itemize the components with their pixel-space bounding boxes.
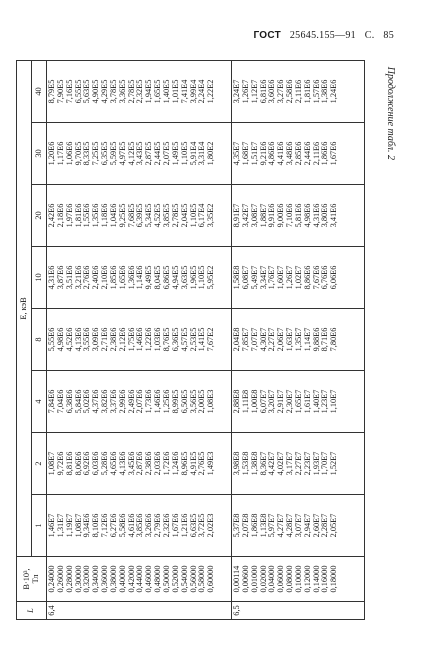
standard-number: 25645.155—91 [289, 30, 356, 41]
header-energy-value: 30 [32, 123, 47, 185]
flux-values: 1,46E7 1,31E7 1,19E7 1,08E7 9,34E6 8,10E6 7,12E6 6,27E6 5,58E6 4,61E6 3,85E6 3,26E6 2,79E6 2,32E6 1,67E6 1,21E6 6,63E5 3,72E5 2,02E3 [47, 495, 232, 557]
table-row-l-6-4 [47, 61, 232, 620]
l-value: 6,4 [47, 602, 232, 620]
header-energy-value: 8 [32, 309, 47, 371]
flux-values: 5,37E8 2,07E8 1,86E8 1,13E8 5,97E7 4,27E7 4,28E7 3,07E7 2,94E7 2,60E7 2,28E7 2,05E7 [232, 495, 365, 557]
flux-values: 2,88E8 1,11E8 1,00E8 6,07E7 3,20E7 2,91E7 2,30E7 1,65E7 1,61E7 1,40E7 1,23E7 1,10E7 [232, 371, 365, 433]
flux-values: 5,55E6 4,98E6 4,52E6 4,13E6 3,55E6 3,09E6 2,71E6 2,38E6 2,12E6 1,75E6 1,46E6 1,22E6 1,03E6 8,76E5 6,36E5 4,57E5 2,53E5 1,41E5 7,67E2 [47, 309, 232, 371]
header-energy-value: 1 [32, 495, 47, 557]
rotated-table-wrapper [16, 60, 379, 620]
table-row-l-6-5 [232, 61, 365, 620]
b-values: 0,00114 0,00600 0,01000 0,02000 0,04000 0,06000 0,08000 0,10000 0,12000 0,14000 0,16000 0,18000 [232, 557, 365, 602]
page-prefix: С. [364, 30, 375, 41]
data-table [16, 60, 365, 620]
flux-values: 1,08E7 9,72E6 8,81E6 8,06E6 6,92E6 6,03E6 5,28E6 4,65E6 4,13E6 3,45E6 2,87E6 2,38E6 2,03E6 1,72E6 1,24E6 8,96E5 4,91E5 2,76E5 1,49E3 [47, 433, 232, 495]
header-energy-value: 10 [32, 247, 47, 309]
header-b: B·10³, Тл [17, 557, 47, 602]
flux-values: 1,58E8 6,08E7 5,49E7 3,34E7 1,76E7 1,60E7 1,26E7 1,02E7 8,86E6 7,67E6 6,76E6 6,06E6 [232, 247, 365, 309]
page-header [247, 30, 394, 41]
table-continuation-caption: Продолжение табл. 2 [385, 66, 396, 160]
header-energy: E, кэВ [17, 61, 32, 557]
flux-values: 8,79E5 7,90E5 7,16E5 6,55E5 5,63E5 4,90E5 4,29E5 3,78E5 3,36E5 2,78E5 2,32E5 1,94E5 1,65E5 1,40E5 1,01E5 7,41E4 3,99E4 2,24E4 1,22E2 [47, 61, 232, 123]
header-energy-value: 4 [32, 371, 47, 433]
flux-values: 2,42E6 2,18E6 1,97E6 1,81E6 1,55E6 1,35E6 1,18E6 1,04E6 9,25E5 7,68E5 6,39E5 5,34E5 4,52E5 3,85E5 2,78E5 2,04E5 1,10E5 6,17E4 3,35E2 [47, 185, 232, 247]
flux-values: 2,04E8 7,85E7 7,07E7 4,30E7 2,27E7 2,06E7 1,63E7 1,35E7 1,14E7 9,88E6 8,71E6 7,80E6 [232, 309, 365, 371]
standard-label: ГОСТ [253, 30, 282, 41]
page-number: 85 [383, 30, 394, 41]
header-energy-value: 40 [32, 61, 47, 123]
flux-values: 8,91E7 3,42E7 3,08E7 1,88E7 9,91E6 9,00E6 7,10E6 5,81E6 4,98E6 4,31E6 3,80E6 3,41E6 [232, 185, 365, 247]
header-energy-value: 2 [32, 433, 47, 495]
l-value: 6,5 [232, 602, 365, 620]
flux-values: 3,98E8 1,53E8 1,38E8 8,36E7 4,42E7 4,02E7 3,17E7 2,27E7 2,23E7 1,93E7 1,70E7 1,52E7 [232, 433, 365, 495]
flux-values: 4,35E7 1,68E7 1,51E7 9,21E6 4,86E6 4,41E6 3,48E6 2,85E6 2,44E6 2,11E6 1,86E6 1,67E6 [232, 123, 365, 185]
b-values: 0,24000 0,26000 0,28000 0,30000 0,32000 0,34000 0,36000 0,38000 0,40000 0,42000 0,44000 0,46000 0,48000 0,50000 0,52000 0,54000 0,56000 0,58000 0,60000 [47, 557, 232, 602]
header-l: L [17, 602, 47, 620]
flux-values: 1,20E6 1,17E6 1,06E6 9,70E5 8,33E5 7,25E5 6,35E5 5,59E5 4,97E5 4,12E5 3,43E5 2,87E5 2,44E5 2,07E5 1,49E5 1,10E5 5,91E4 3,31E4 1,80E2 [47, 123, 232, 185]
flux-values: 4,31E6 3,87E6 3,51E6 3,21E6 2,76E6 2,40E6 2,10E6 1,85E6 1,65E6 1,36E6 1,14E6 9,49E5 8,04E5 6,86E5 4,94E5 3,63E5 1,96E5 1,10E5 5,95E2 [47, 247, 232, 309]
header-energy-value: 20 [32, 185, 47, 247]
flux-values: 7,84E6 7,04E6 6,38E6 5,84E6 5,02E6 4,37E6 3,82E6 3,37E6 2,99E6 2,49E6 2,07E6 1,73E6 1,46E6 1,25E6 8,99E5 6,50E5 3,56E5 2,00E5 1,08E3 [47, 371, 232, 433]
flux-values: 3,24E7 1,26E7 1,12E7 6,81E6 3,60E6 3,27E6 2,58E6 2,11E6 1,81E6 1,57E6 1,38E6 1,24E6 [232, 61, 365, 123]
